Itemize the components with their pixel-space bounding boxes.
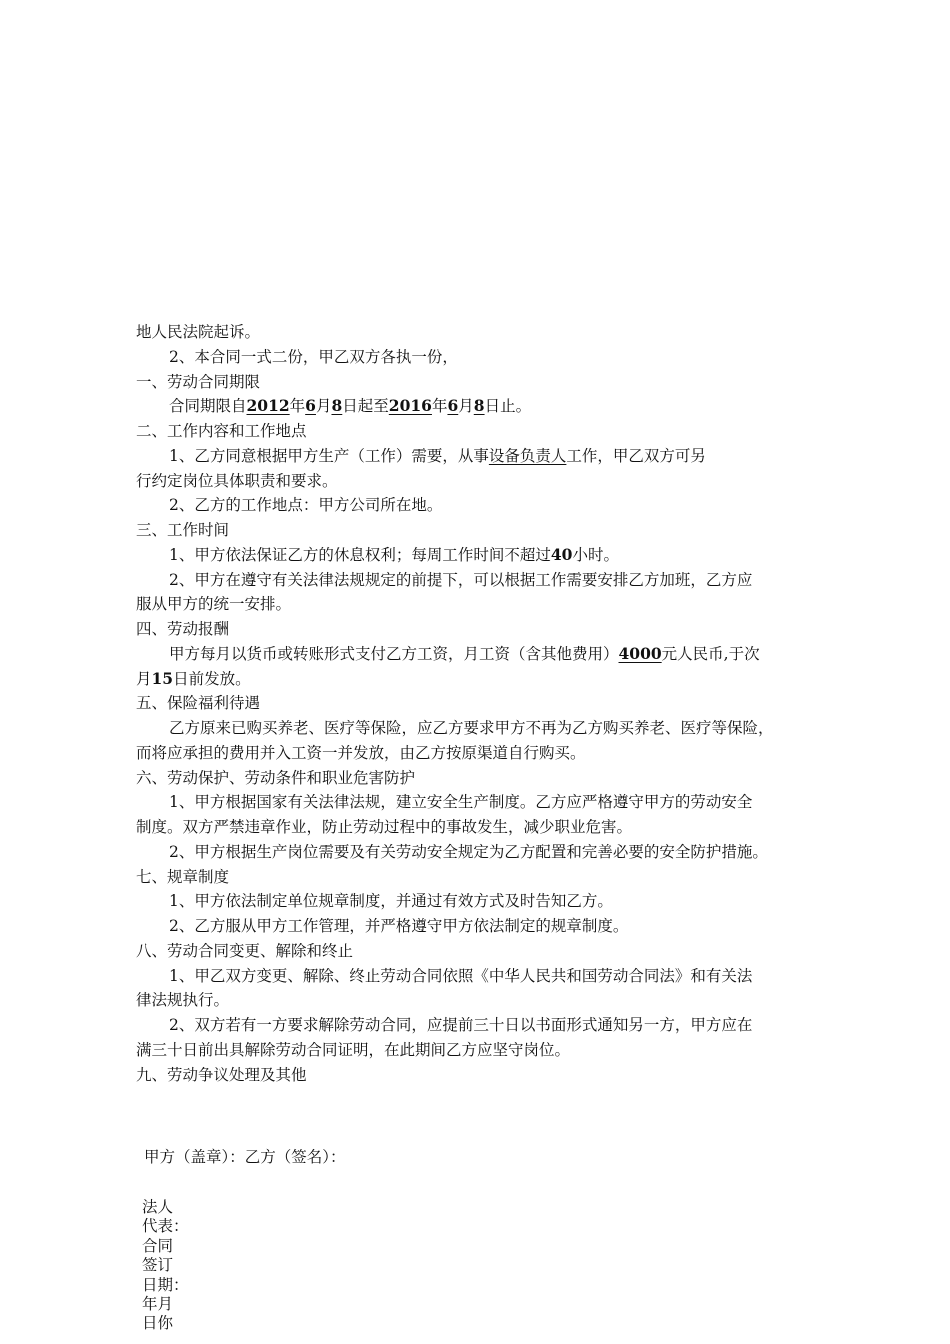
section-heading-insurance: 五、保险福利待遇 (136, 694, 261, 713)
start-year: 2012 (246, 396, 290, 416)
pay-date-suffix: 日前发放。 (173, 669, 251, 688)
job-prefix: 1、乙方同意根据甲方生产（工作）需要，从事 (169, 446, 489, 465)
paragraph-line: 律法规执行。 (136, 991, 230, 1010)
term-text: 月 (458, 397, 474, 416)
end-year: 2016 (388, 396, 432, 416)
section-heading-rules: 七、规章制度 (136, 867, 230, 886)
paragraph-line: 2、甲方在遵守有关法律法规规定的前提下，可以根据工作需要安排乙方加班，乙方应 (169, 570, 753, 589)
section-heading-pay: 四、劳动报酬 (136, 620, 230, 638)
signature-column (142, 1198, 189, 1334)
paragraph-line: 而将应承担的费用并入工资一并发放，由乙方按原渠道自行购买。 (136, 743, 586, 762)
term-text: 年 (431, 397, 448, 416)
paragraph-line: 行约定岗位具体职责和要求。 (136, 471, 338, 490)
section-heading-term: 一、劳动合同期限 (136, 372, 261, 391)
term-prefix: 合同期限自 (169, 397, 247, 416)
paragraph-line: 制度。双方严禁违章作业，防止劳动过程中的事故发生，减少职业危害。 (136, 818, 633, 836)
term-text: 日起至 (342, 397, 389, 416)
paragraph-line: 2、本合同一式二份，甲乙双方各执一份， (169, 347, 458, 366)
signature-parties: 甲方（盖章）：乙方（签名）： (144, 1148, 346, 1166)
signature-label: 日期： (142, 1275, 189, 1294)
job-line (136, 444, 836, 469)
term-text: 日止。 (484, 397, 532, 416)
paragraph-line: 1、甲方依法制定单位规章制度，并通过有效方式及时告知乙方。 (169, 892, 613, 911)
paragraph-line: 2、双方若有一方要求解除劳动合同，应提前三十日以书面形式通知另一方，甲方应在 (169, 1016, 753, 1034)
pay-date-prefix: 月 (136, 669, 152, 688)
paragraph-line: 服从甲方的统一安排。 (136, 595, 292, 614)
pay-prefix: 甲方每月以货币或转账形式支付乙方工资，月工资（含其他费用） (169, 644, 619, 663)
signature-label: 合同 (142, 1236, 174, 1255)
hours-prefix: 1、甲方依法保证乙方的休息权利；每周工作时间不超过 (169, 545, 551, 564)
pay-day: 15 (151, 668, 174, 688)
contract-body (136, 320, 836, 1087)
section-heading-dispute: 九、劳动争议处理及其他 (136, 1065, 307, 1084)
signature-label: 代表： (142, 1217, 189, 1236)
paragraph-line: 2、乙方服从甲方工作管理，并严格遵守甲方依法制定的规章制度。 (169, 917, 629, 935)
paragraph-line: 1、甲乙双方变更、解除、终止劳动合同依照《中华人民共和国劳动合同法》和有关法 (169, 966, 753, 985)
paragraph-line: 2、甲方根据生产岗位需要及有关劳动安全规定为乙方配置和完善必要的安全防护措施。 (169, 842, 768, 861)
pay-date-line (136, 667, 836, 692)
section-heading-hours: 三、工作时间 (136, 521, 230, 539)
pay-line (136, 642, 836, 667)
signature-label: 日你 (142, 1314, 174, 1333)
term-line (136, 394, 836, 419)
signature-label: 签订 (142, 1256, 174, 1275)
paragraph-line: 乙方原来已购买养老、医疗等保险，应乙方要求甲方不再为乙方购买养老、医疗等保险， (169, 719, 774, 737)
job-role: 设备负责人 (488, 446, 567, 465)
paragraph-line: 地人民法院起诉。 (136, 323, 261, 341)
salary-amount: 4000 (618, 643, 662, 663)
hours-line (136, 543, 836, 568)
section-heading-change: 八、劳动合同变更、解除和终止 (136, 941, 354, 960)
start-month: 6 (305, 396, 316, 416)
signature-label: 年月 (142, 1295, 174, 1314)
paragraph-line: 1、甲方根据国家有关法律法规，建立安全生产制度。乙方应严格遵守甲方的劳动安全 (169, 793, 753, 812)
end-month: 6 (447, 396, 459, 416)
signature-label: 法人 (142, 1198, 174, 1216)
term-text: 月 (315, 397, 332, 416)
pay-suffix: 元人民币,于次 (661, 644, 760, 663)
section-heading-job: 二、工作内容和工作地点 (136, 422, 307, 440)
end-day: 8 (473, 396, 485, 416)
job-suffix: 工作，甲乙双方可另 (566, 446, 706, 465)
section-heading-protection: 六、劳动保护、劳动条件和职业危害防护 (136, 768, 416, 787)
hours-suffix: 小时。 (572, 545, 619, 564)
paragraph-line: 满三十日前出具解除劳动合同证明，在此期间乙方应坚守岗位。 (136, 1040, 571, 1059)
hours-number: 40 (550, 544, 573, 564)
paragraph-line: 2、乙方的工作地点：甲方公司所在地。 (169, 496, 443, 515)
term-text: 年 (289, 397, 306, 416)
start-day: 8 (331, 396, 343, 416)
